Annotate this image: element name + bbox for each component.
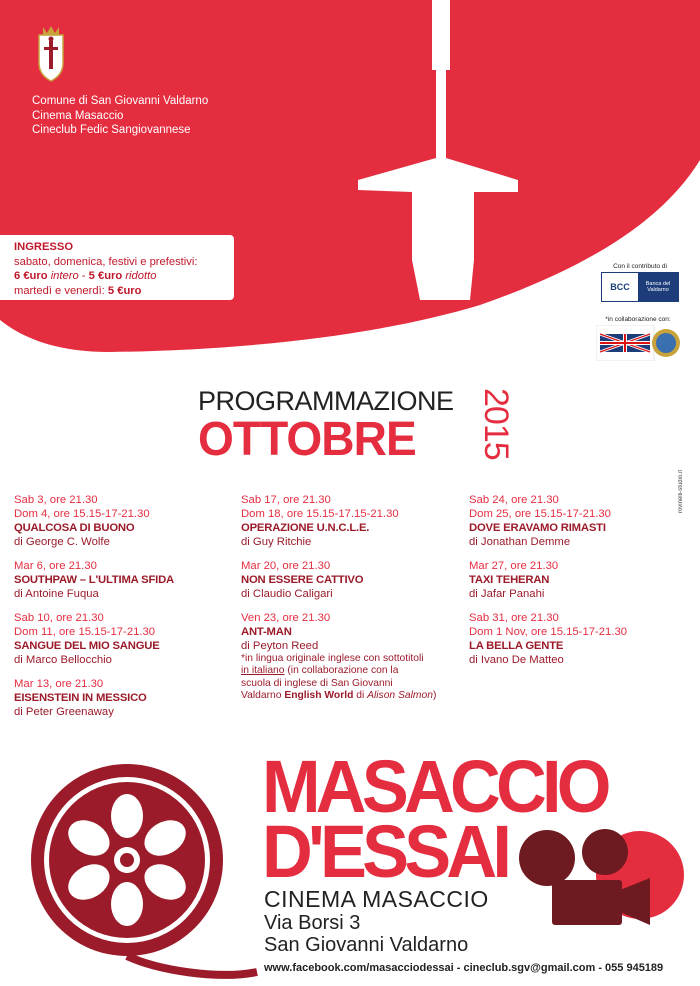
screening-time: Dom 11, ore 15.15-17-21.30 <box>14 626 156 638</box>
film-director: di Ivano De Matteo <box>469 654 564 666</box>
film-reel-icon <box>31 764 257 975</box>
organizer-line: Comune di San Giovanni Valdarno <box>32 95 209 107</box>
organizer-line: Cinema Masaccio <box>32 109 124 122</box>
bcc-name: Banca del Valdarno <box>638 273 678 301</box>
film-director: di Claudio Caligari <box>241 588 333 600</box>
screening <box>241 559 436 601</box>
film-director: di Guy Ritchie <box>241 536 312 548</box>
film-title: LA BELLA GENTE <box>469 640 564 652</box>
film-director: di George C. Wolfe <box>14 536 110 548</box>
screening-time: Dom 4, ore 15.15-17-21.30 <box>14 508 150 520</box>
screening-time: Dom 25, ore 15.15-17-21.30 <box>469 508 611 520</box>
film-director: di Jonathan Demme <box>469 536 571 548</box>
film-title: OPERAZIONE U.N.C.L.E. <box>241 522 370 534</box>
screening <box>14 559 174 601</box>
cinema-name: CINEMA MASACCIO <box>264 886 489 912</box>
film-title: TAXI TEHERAN <box>469 574 550 586</box>
cinema-city: San Giovanni Valdarno <box>264 934 469 956</box>
bcc-logo <box>601 272 679 302</box>
film-director: di Jafar Panahi <box>469 588 545 600</box>
town-crest-logo <box>31 25 71 83</box>
screening-time: Mar 6, ore 21.30 <box>14 560 97 572</box>
film-camera-icon <box>519 829 684 925</box>
screening-time: Mar 20, ore 21.30 <box>241 560 331 572</box>
admission-line-3: martedì e venerdì: 5 €uro <box>14 284 142 297</box>
screening <box>14 493 174 549</box>
bcc-short: BCC <box>602 273 638 301</box>
organizer-line: Cineclub Fedic Sangiovannese <box>32 124 191 136</box>
film-director: di Marco Bellocchio <box>14 654 112 666</box>
screening <box>14 677 174 719</box>
english-world-badge <box>596 325 680 361</box>
film-title: SOUTHPAW – L'ULTIMA SFIDA <box>14 574 175 586</box>
designer-credit: rovinelli-studio.it <box>678 470 684 514</box>
screening-time: Ven 23, ore 21.30 <box>241 612 331 624</box>
screening <box>14 611 174 667</box>
screening-time: Mar 13, ore 21.30 <box>14 678 104 690</box>
admission-title: INGRESSO <box>14 241 74 253</box>
admission-line-2: 6 €uro intero - 5 €uro ridotto <box>14 270 157 282</box>
screening-time: Dom 1 Nov, ore 15.15-17-21.30 <box>469 626 628 638</box>
screening-time: Dom 18, ore 15.15-17.15-21.30 <box>241 508 399 520</box>
film-title: ANT-MAN <box>241 626 292 638</box>
heading-month: OTTOBRE <box>198 413 416 466</box>
film-title: EISENSTEIN IN MESSICO <box>14 692 147 704</box>
film-director: di Antoine Fuqua <box>14 588 99 600</box>
brand-masaccio: MASACCIO <box>262 745 607 828</box>
program-heading <box>198 386 454 466</box>
heading-year: 2015 <box>477 388 515 460</box>
schedule-column-1 <box>14 493 174 729</box>
screening <box>241 493 436 549</box>
sponsor-bank <box>598 263 682 302</box>
screening-time: Sab 24, ore 21.30 <box>469 494 559 506</box>
contact-footer: www.facebook.com/masacciodessai - cineclub.sgv@gmail.com - 055 945189 <box>264 962 664 974</box>
screening-time: Sab 10, ore 21.30 <box>14 612 104 624</box>
brand-dessai: D'ESSAI <box>262 810 508 893</box>
heading-programmazione: PROGRAMMAZIONE <box>198 386 454 416</box>
cinema-address: Via Borsi 3 <box>264 912 361 934</box>
contrib-label: Con il contributo di <box>613 263 667 270</box>
film-title: SANGUE DEL MIO SANGUE <box>14 640 160 652</box>
admission-box <box>0 235 234 300</box>
screening-time: Sab 31, ore 21.30 <box>469 612 559 624</box>
collab-label: *in collaborazione con: <box>605 316 671 323</box>
film-director: di Peyton Reed <box>241 640 319 652</box>
screening <box>241 611 436 702</box>
film-title: DOVE ERAVAMO RIMASTI <box>469 522 606 534</box>
screening <box>469 611 627 667</box>
film-director: di Peter Greenaway <box>14 706 114 718</box>
film-title: QUALCOSA DI BUONO <box>14 522 135 534</box>
film-title: NON ESSERE CATTIVO <box>241 574 364 586</box>
screening <box>469 493 627 549</box>
screening-time: Sab 17, ore 21.30 <box>241 494 331 506</box>
organizers <box>32 94 208 138</box>
english-world-logo <box>596 325 680 361</box>
schedule-column-3 <box>469 493 627 677</box>
screening <box>469 559 627 601</box>
admission-line-1: sabato, domenica, festivi e prefestivi: <box>14 255 198 268</box>
sponsor-school <box>592 316 684 361</box>
schedule-column-2 <box>241 493 436 712</box>
screening-time: Sab 3, ore 21.30 <box>14 494 98 506</box>
screening-time: Mar 27, ore 21.30 <box>469 560 559 572</box>
screening-note: *in lingua originale inglese con sottotitoli in italiano (in collaborazione con la scuola di inglese di San Giovanni Valdarno English World di Alison Salmon) <box>241 653 437 701</box>
